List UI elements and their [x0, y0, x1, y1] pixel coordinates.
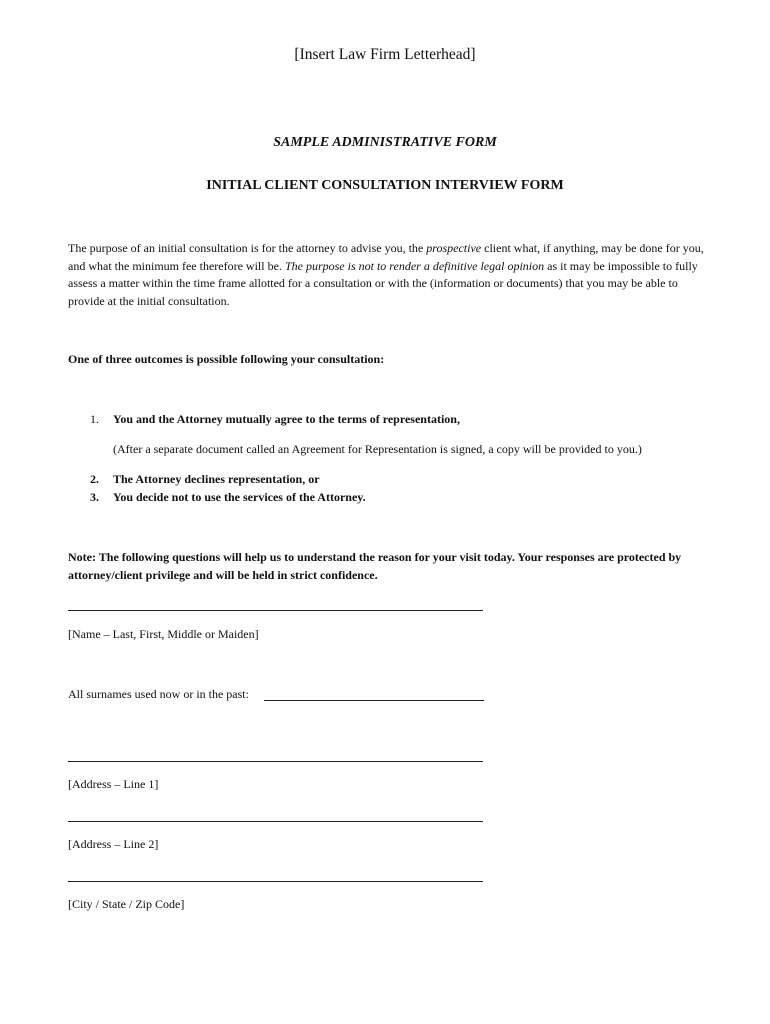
purpose-prospective: prospective [426, 241, 482, 255]
letterhead-placeholder: [Insert Law Firm Letterhead] [294, 46, 476, 63]
sample-form-title: SAMPLE ADMINISTRATIVE FORM [273, 135, 497, 150]
outcomes-heading: One of three outcomes is possible following your consultation: [68, 352, 385, 366]
address-line1-label: [Address – Line 1] [68, 777, 159, 791]
purpose-emphasis: The purpose is not to render a definitive legal opinion [284, 258, 545, 273]
confidentiality-note: Note: The following questions will help us to understand the reason for your visit today. Your responses are protected by attorney/client privilege and will be held in strict confidence. [68, 550, 682, 582]
address-line2-label: [Address – Line 2] [68, 837, 159, 851]
name-input-line[interactable] [68, 610, 483, 611]
outcome-1-note: (After a separate document called an Agreement for Representation is signed, a copy will be provided to you.) [113, 442, 642, 456]
city-state-zip-input-line[interactable] [68, 881, 483, 882]
outcome-number-3: 3. [90, 490, 99, 504]
form-title: INITIAL CLIENT CONSULTATION INTERVIEW FORM [206, 178, 564, 193]
purpose-text-2: client what, if anything, may be done for you, and what the minimum fee therefore will be. [68, 241, 704, 273]
surnames-field-label: All surnames used now or in the past: [68, 687, 249, 701]
address-line1-input-line[interactable] [68, 761, 483, 762]
city-state-zip-label: [City / State / Zip Code] [68, 897, 185, 911]
purpose-text-1: The purpose of an initial consultation is for the attorney to advise you, the [68, 241, 427, 255]
outcome-number-2: 2. [90, 472, 99, 486]
outcome-number-1: 1. [90, 412, 99, 426]
outcome-text-3: You decide not to use the services of the Attorney. [113, 490, 366, 504]
name-field-label: [Name – Last, First, Middle or Maiden] [68, 627, 259, 641]
purpose-text-3: as it may be impossible to fully assess a matter within the time frame allotted for a consultation or with the (information or documents) that you may be able to provide at the initial consultation. [68, 258, 698, 308]
outcome-text-1: You and the Attorney mutually agree to the terms of representation, [113, 412, 460, 426]
address-line2-input-line[interactable] [68, 821, 483, 822]
outcome-text-2: The Attorney declines representation, or [113, 472, 320, 486]
purpose-paragraph [68, 240, 708, 310]
surnames-input-line[interactable] [264, 700, 484, 701]
